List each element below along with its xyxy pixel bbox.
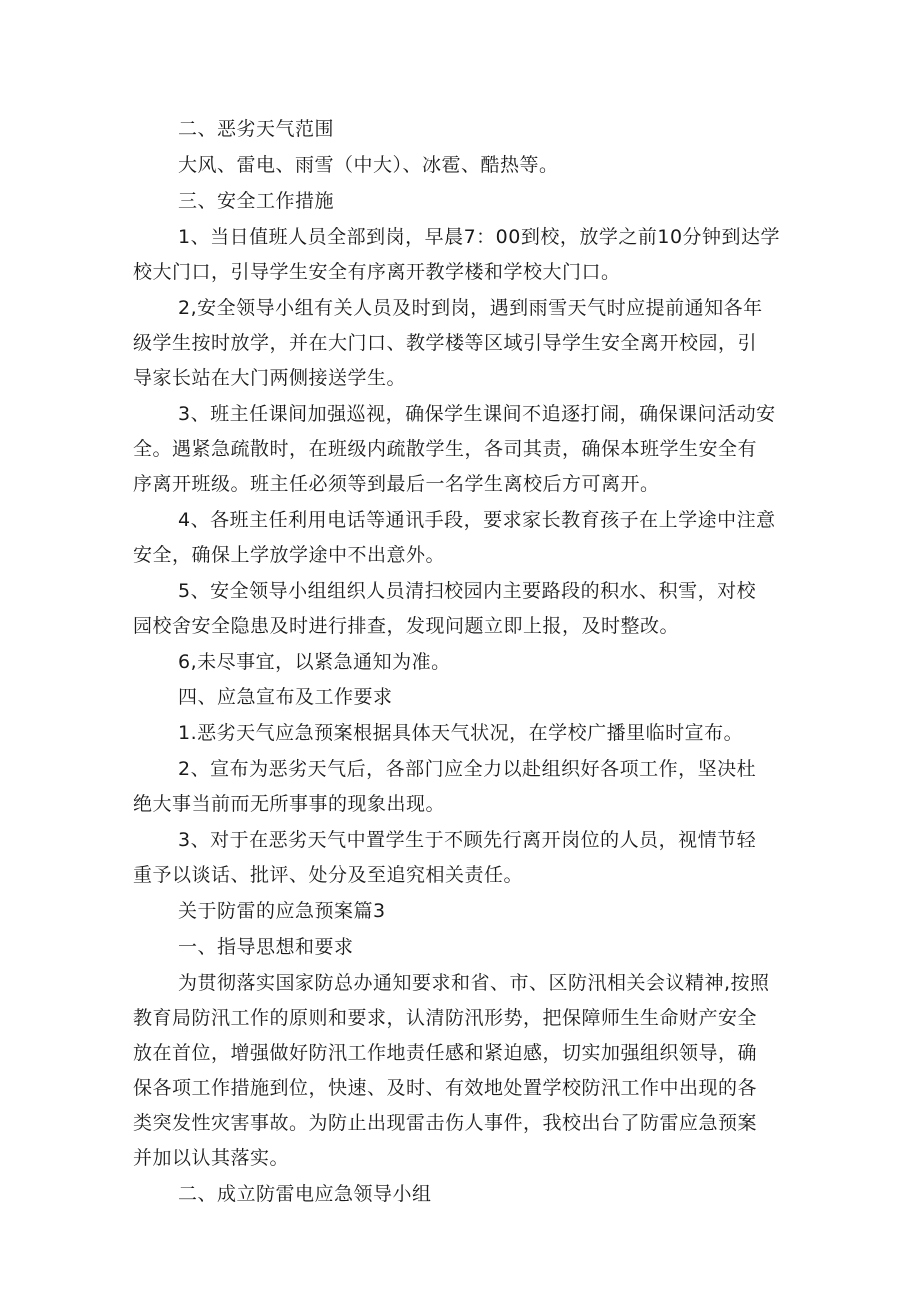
paragraph-line: 级学生按时放学，并在大门口、教学楼等区域引导学生安全离开校园，引 bbox=[133, 332, 758, 354]
paragraph-line: 导家长站在大门两侧接送学生。 bbox=[133, 367, 407, 389]
paragraph-line: 校大门口，引导学生安全有序离开教学楼和学校大门口。 bbox=[133, 261, 621, 283]
paragraph-line: 3、对于在恶劣天气中置学生于不顾先行离开岗位的人员，视情节轻 bbox=[178, 829, 757, 851]
paragraph-line: 为贯彻落实国家防总办通知要求和省、市、区防汛相关会议精神,按照 bbox=[178, 972, 770, 994]
paragraph-line: 全。遇紧急疏散时，在班级内疏散学生，各司其责，确保本班学生安全有 bbox=[133, 438, 758, 460]
article-title: 关于防雷的应急预案篇3 bbox=[178, 900, 386, 922]
section-heading-safety-measures: 三、安全工作措施 bbox=[178, 190, 335, 212]
section-heading-leadership-group: 二、成立防雷电应急领导小组 bbox=[178, 1183, 432, 1205]
paragraph-line: 1.恶劣天气应急预案根据具体天气状况，在学校广播里临时宣布。 bbox=[178, 722, 744, 744]
paragraph-line: 并加以认其落实。 bbox=[133, 1147, 290, 1169]
paragraph-line: 4、各班主任利用电话等通讯手段，要求家长教育孩子在上学途中注意 bbox=[178, 509, 776, 531]
paragraph-line: 放在首位，增强做好防汛工作地责任感和紧迫感，切实加强组织领导，确 bbox=[133, 1042, 758, 1064]
paragraph-line: 2、宣布为恶劣天气后，各部门应全力以赴组织好各项工作，坚决杜 bbox=[178, 758, 757, 780]
section-heading-emergency-announcement: 四、应急宣布及工作要求 bbox=[178, 686, 393, 708]
paragraph-line: 6,未尽事宜，以紧急通知为准。 bbox=[178, 651, 451, 673]
paragraph-line: 教育局防汛工作的原则和要求，认清防汛形势，把保障师生生命财产安全 bbox=[133, 1007, 758, 1029]
paragraph-line: 2,安全领导小组有关人员及时到岗，遇到雨雪天气时应提前通知各年 bbox=[178, 297, 763, 319]
paragraph-line: 5、安全领导小组组织人员清扫校园内主要路段的积水、积雪，对校 bbox=[178, 580, 757, 602]
paragraph-line: 1、当日值班人员全部到岗，早晨7：00到校，放学之前10分钟到达学 bbox=[178, 226, 781, 248]
paragraph-line: 保各项工作措施到位，快速、及时、有效地处置学校防汛工作中出现的各 bbox=[133, 1077, 758, 1099]
paragraph-line: 重予以谈话、批评、处分及至追究相关责任。 bbox=[133, 864, 524, 886]
paragraph-line: 序离开班级。班主任必须等到最后一名学生离校后方可离开。 bbox=[133, 473, 660, 495]
paragraph-line: 园校舍安全隐患及时进行排查，发现问题立即上报，及时整改。 bbox=[133, 615, 680, 637]
section-heading-guiding-ideology: 一、指导思想和要求 bbox=[178, 936, 354, 958]
paragraph-line: 安全，确保上学放学途中不出意外。 bbox=[133, 544, 446, 566]
paragraph-line: 3、班主任课间加强巡视，确保学生课间不追逐打闹，确保课问活动安 bbox=[178, 403, 776, 425]
paragraph-line: 类突发性灾害事故。为防止出现雷击伤人事件，我校出台了防雷应急预案 bbox=[133, 1112, 758, 1134]
section-heading-weather-scope: 二、恶劣天气范围 bbox=[178, 118, 335, 140]
paragraph-line: 大风、雷电、雨雪（中大）、冰雹、酷热等。 bbox=[178, 154, 559, 176]
paragraph-line: 绝大事当前而无所事事的现象出现。 bbox=[133, 793, 446, 815]
